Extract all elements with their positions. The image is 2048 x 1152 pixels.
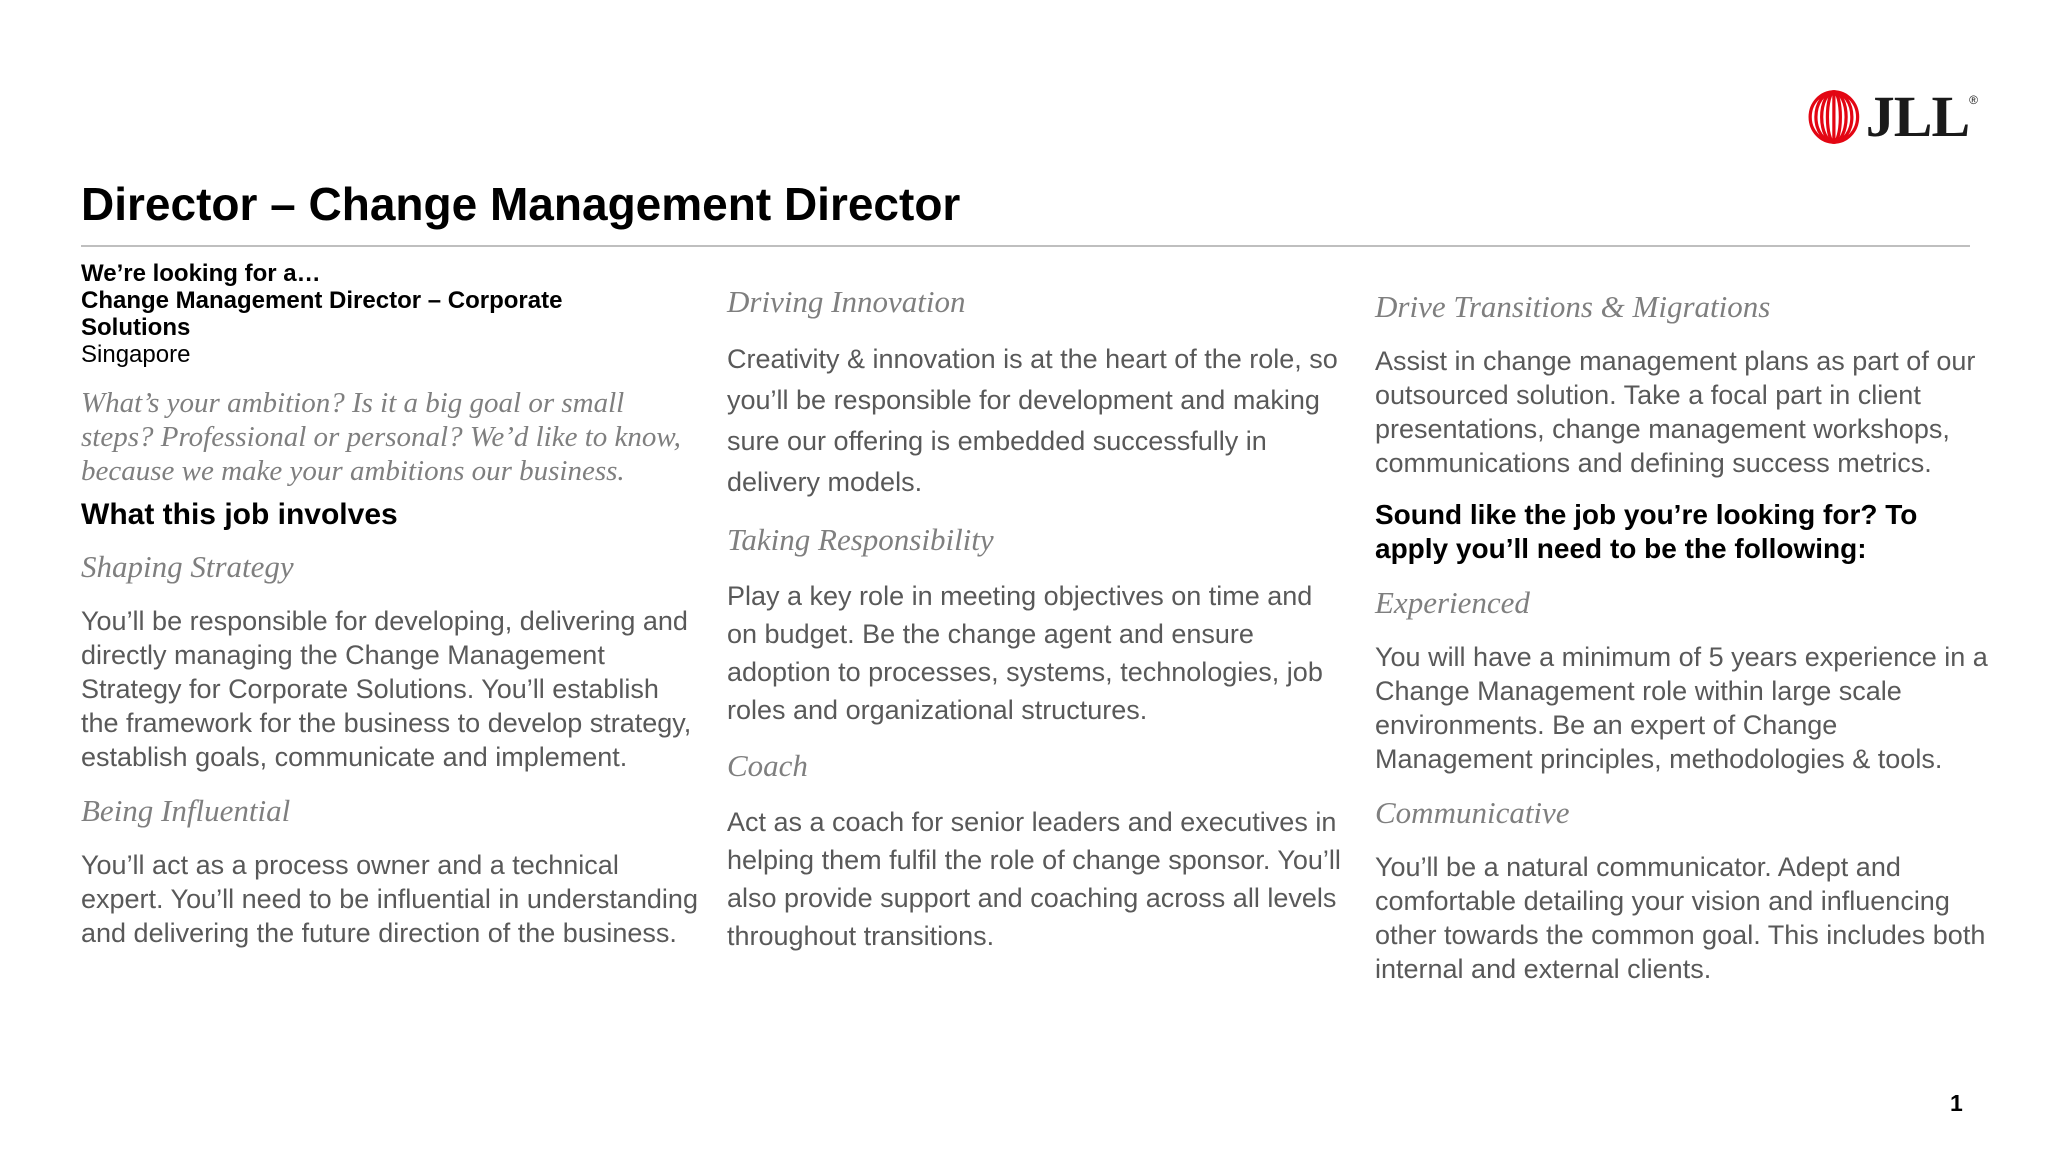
middle-column [727,283,1347,973]
section-heading: Taking Responsibility [727,522,994,557]
title-divider [81,245,1970,247]
page-title: Director – Change Management Director [81,178,961,230]
section-heading: Being Influential [81,793,291,828]
role-title: Change Management Director – Corporate Solutions [81,287,563,341]
section-text: Act as a coach for senior leaders and executives in helping them fulfil the role of change sponsor. You’ll also provide support and coaching across all levels throughout transitions. [727,807,1341,951]
lead-label: We’re looking for a… [81,260,321,287]
section-heading: Coach [727,748,808,783]
section-heading: Driving Innovation [727,284,966,319]
section-text: You’ll act as a process owner and a technical expert. You’ll need to be influential in understanding and delivering the future direction of the business. [81,850,698,948]
what-this-job-involves-heading: What this job involves [81,498,398,531]
intro-text: What’s your ambition? Is it a big goal or small steps? Professional or personal? We’d like to know, because we make your ambitions our business. [81,387,681,487]
section-text: Creativity & innovation is at the heart of the role, so you’ll be responsible for development and making sure our offering is embedded successfully in delivery models. [727,344,1338,497]
section-text: You’ll be responsible for developing, delivering and directly managing the Change Management Strategy for Corporate Solutions. You’ll establish the framework for the business to develop strategy, establish goals, communicate and implement. [81,606,692,772]
logo-wordmark: JLL [1865,84,1970,149]
section-heading: Communicative [1375,795,1570,830]
section-text: Play a key role in meeting objectives on time and on budget. Be the change agent and ensure adoption to processes, systems, technologies, job roles and organizational structures. [727,581,1323,725]
jll-spiral-icon [1808,79,1860,155]
section-text: You will have a minimum of 5 years experience in a Change Management role within large scale environments. Be an expert of Change Management principles, methodologies & tools. [1375,642,1988,774]
registered-mark: ® [1969,93,1978,107]
section-heading: Experienced [1375,585,1530,620]
page-number: 1 [1950,1090,1963,1116]
right-column [1375,288,1995,1004]
location: Singapore [81,341,191,368]
jll-logo [1808,79,1978,155]
section-heading: Drive Transitions & Migrations [1375,289,1771,324]
section-text: You’ll be a natural communicator. Adept and comfortable detailing your vision and influencing other towards the common goal. This includes both internal and external clients. [1375,852,1986,984]
left-column [81,256,701,968]
section-text: Assist in change management plans as part of our outsourced solution. Take a focal part in client presentations, change management workshops, communications and defining success metrics. [1375,346,1976,478]
section-heading: Shaping Strategy [81,549,294,584]
apply-callout: Sound like the job you’re looking for? To apply you’ll need to be the following: [1375,499,1918,564]
